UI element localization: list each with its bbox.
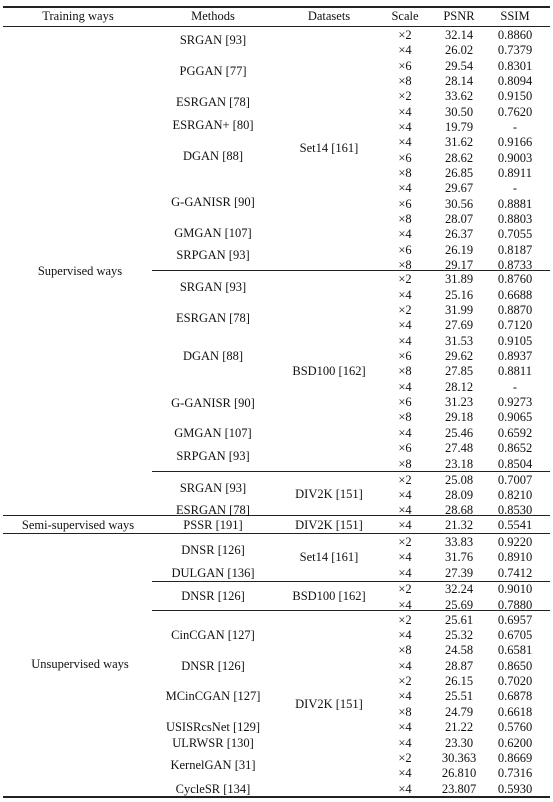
row-ssim: 0.6688 (497, 288, 533, 302)
row-psnr: 27.48 (444, 441, 474, 455)
row-psnr: 32.14 (444, 28, 474, 42)
row-psnr: 29.17 (444, 258, 474, 272)
row-psnr: 24.58 (444, 643, 474, 657)
method: PGGAN [77] (179, 64, 247, 78)
row-scale: ×2 (398, 473, 412, 487)
method: USISRcsNet [129] (165, 720, 261, 734)
row-scale: ×2 (398, 674, 412, 688)
method: DULGAN [136] (171, 566, 255, 580)
rule-semisupervised-end (3, 533, 550, 534)
row-scale: ×4 (398, 43, 412, 57)
row-ssim: 0.8733 (497, 258, 533, 272)
row-psnr: 28.09 (444, 488, 474, 502)
row-ssim: 0.8911 (498, 166, 532, 180)
dataset: Set14 [161] (299, 550, 359, 564)
row-ssim: 0.7120 (497, 318, 533, 332)
method: DNSR [126] (181, 659, 245, 673)
row-ssim: 0.7055 (497, 227, 533, 241)
row-scale: ×8 (398, 258, 412, 272)
row-ssim: 0.8811 (498, 364, 532, 378)
row-psnr: 25.32 (444, 628, 474, 642)
row-psnr: 26.15 (444, 674, 474, 688)
method: G-GANISR [90] (171, 195, 255, 209)
method: GMGAN [107] (174, 226, 252, 240)
row-psnr: 31.99 (444, 303, 474, 317)
row-psnr: 21.22 (444, 720, 474, 734)
row-ssim: 0.9166 (497, 135, 533, 149)
row-scale: ×2 (398, 582, 412, 596)
header-methods: Methods (191, 9, 235, 23)
row-ssim: 0.8187 (497, 243, 533, 257)
row-ssim: 0.7379 (497, 43, 533, 57)
row-ssim: 0.7020 (497, 674, 533, 688)
row-scale: ×2 (398, 751, 412, 765)
row-scale: ×8 (398, 212, 412, 226)
row-scale: ×4 (398, 227, 412, 241)
row-ssim: 0.6705 (497, 628, 533, 642)
row-psnr: 25.69 (444, 598, 474, 612)
method: CycleSR [134] (175, 782, 251, 796)
row-ssim: 0.8760 (497, 272, 533, 286)
row-psnr: 27.85 (444, 364, 474, 378)
row-scale: ×8 (398, 74, 412, 88)
row-scale: ×4 (398, 598, 412, 612)
row-ssim: 0.9150 (497, 89, 533, 103)
row-scale: ×8 (398, 364, 412, 378)
method: DNSR [126] (181, 543, 245, 557)
row-ssim: 0.6878 (497, 689, 533, 703)
row-psnr: 31.23 (444, 395, 474, 409)
row-scale: ×6 (398, 349, 412, 363)
row-psnr: 30.363 (441, 751, 477, 765)
row-ssim: 0.6618 (497, 705, 533, 719)
row-ssim: 0.5541 (497, 518, 533, 532)
row-ssim: - (512, 181, 518, 195)
row-psnr: 29.62 (444, 349, 474, 363)
row-scale: ×8 (398, 705, 412, 719)
row-scale: ×2 (398, 28, 412, 42)
method: G-GANISR [90] (171, 396, 255, 410)
row-psnr: 27.69 (444, 318, 474, 332)
row-ssim: 0.6957 (497, 613, 533, 627)
row-ssim: 0.7880 (497, 598, 533, 612)
row-ssim: 0.9220 (497, 535, 533, 549)
method: ULRWSR [130] (172, 736, 254, 750)
row-psnr: 26.85 (444, 166, 474, 180)
row-ssim: 0.7007 (497, 473, 533, 487)
method: PSSR [191] (183, 518, 243, 532)
header-training-ways: Training ways (42, 9, 114, 23)
method: SRGAN [93] (179, 33, 247, 47)
row-scale: ×4 (398, 736, 412, 750)
row-scale: ×6 (398, 197, 412, 211)
row-ssim: 0.8937 (497, 349, 533, 363)
row-psnr: 25.46 (444, 426, 474, 440)
row-psnr: 29.18 (444, 410, 474, 424)
row-scale: ×4 (398, 566, 412, 580)
row-psnr: 31.53 (444, 334, 474, 348)
row-ssim: 0.8669 (497, 751, 533, 765)
row-psnr: 32.24 (444, 582, 474, 596)
row-scale: ×4 (398, 380, 412, 394)
row-psnr: 29.54 (444, 59, 474, 73)
row-psnr: 23.18 (444, 457, 474, 471)
dataset: Set14 [161] (299, 141, 359, 155)
row-psnr: 25.16 (444, 288, 474, 302)
row-scale: ×4 (398, 766, 412, 780)
row-psnr: 28.07 (444, 212, 474, 226)
method: SRPGAN [93] (176, 449, 250, 463)
method: DNSR [126] (181, 589, 245, 603)
row-psnr: 33.83 (444, 535, 474, 549)
header-rule (3, 26, 550, 27)
row-ssim: 0.6581 (497, 643, 533, 657)
row-ssim: 0.6200 (497, 736, 533, 750)
row-psnr: 26.19 (444, 243, 474, 257)
row-psnr: 28.14 (444, 74, 474, 88)
row-psnr: 24.79 (444, 705, 474, 719)
row-scale: ×2 (398, 613, 412, 627)
row-psnr: 27.39 (444, 566, 474, 580)
row-ssim: 0.8870 (497, 303, 533, 317)
row-scale: ×4 (398, 488, 412, 502)
dataset: BSD100 [162] (292, 364, 366, 378)
row-scale: ×2 (398, 535, 412, 549)
row-ssim: 0.7620 (497, 105, 533, 119)
method: GMGAN [107] (174, 426, 252, 440)
row-scale: ×4 (398, 518, 412, 532)
method: CinCGAN [127] (171, 628, 255, 642)
row-ssim: 0.8881 (497, 197, 533, 211)
row-scale: ×4 (398, 105, 412, 119)
row-ssim: - (512, 120, 518, 134)
rule-unsup-bsd100-div2k (152, 610, 550, 611)
row-ssim: 0.8301 (497, 59, 533, 73)
row-scale: ×4 (398, 782, 412, 796)
row-scale: ×4 (398, 720, 412, 734)
row-scale: ×4 (398, 318, 412, 332)
rule-bsd100-div2k (152, 471, 550, 472)
row-scale: ×8 (398, 457, 412, 471)
row-scale: ×2 (398, 303, 412, 317)
method: KernelGAN [31] (170, 758, 256, 772)
training-way: Unsupervised ways (31, 657, 129, 671)
method: DGAN [88] (182, 349, 244, 363)
row-psnr: 25.51 (444, 689, 474, 703)
row-psnr: 31.62 (444, 135, 474, 149)
row-scale: ×4 (398, 426, 412, 440)
row-psnr: 28.68 (444, 503, 474, 517)
row-ssim: 0.8910 (497, 550, 533, 564)
row-ssim: 0.9003 (497, 151, 533, 165)
row-scale: ×4 (398, 550, 412, 564)
top-rule (3, 6, 550, 8)
row-ssim: 0.9105 (497, 334, 533, 348)
method: MCinCGAN [127] (165, 689, 261, 703)
row-psnr: 25.61 (444, 613, 474, 627)
row-scale: ×4 (398, 689, 412, 703)
row-ssim: - (512, 380, 518, 394)
row-scale: ×2 (398, 272, 412, 286)
training-way: Semi-supervised ways (21, 518, 135, 532)
training-way: Supervised ways (37, 264, 123, 278)
method: SRPGAN [93] (176, 248, 250, 262)
header-datasets: Datasets (307, 9, 351, 23)
row-scale: ×4 (398, 334, 412, 348)
row-psnr: 30.56 (444, 197, 474, 211)
row-ssim: 0.9010 (497, 582, 533, 596)
row-scale: ×6 (398, 395, 412, 409)
row-ssim: 0.5930 (497, 782, 533, 796)
row-scale: ×8 (398, 166, 412, 180)
row-ssim: 0.8860 (497, 28, 533, 42)
row-scale: ×4 (398, 288, 412, 302)
row-ssim: 0.6592 (497, 426, 533, 440)
row-psnr: 23.30 (444, 736, 474, 750)
row-psnr: 19.79 (444, 120, 474, 134)
row-psnr: 21.32 (444, 518, 474, 532)
row-scale: ×6 (398, 243, 412, 257)
row-scale: ×2 (398, 89, 412, 103)
dataset: DIV2K [151] (295, 697, 363, 711)
row-psnr: 28.12 (444, 380, 474, 394)
row-psnr: 33.62 (444, 89, 474, 103)
method: ESRGAN [78] (176, 95, 250, 109)
dataset: DIV2K [151] (295, 518, 363, 532)
row-scale: ×4 (398, 135, 412, 149)
header-ssim: SSIM (500, 9, 530, 23)
dataset: DIV2K [151] (295, 487, 363, 501)
row-ssim: 0.8652 (497, 441, 533, 455)
row-psnr: 31.89 (444, 272, 474, 286)
method: ESRGAN [78] (176, 311, 250, 325)
row-psnr: 28.87 (444, 659, 474, 673)
row-ssim: 0.7412 (497, 566, 533, 580)
method: DGAN [88] (182, 149, 244, 163)
header-psnr: PSNR (443, 9, 475, 23)
row-ssim: 0.8650 (497, 659, 533, 673)
row-scale: ×4 (398, 181, 412, 195)
row-scale: ×4 (398, 120, 412, 134)
row-ssim: 0.8210 (497, 488, 533, 502)
method: SRGAN [93] (179, 280, 247, 294)
row-ssim: 0.5760 (497, 720, 533, 734)
row-psnr: 26.37 (444, 227, 474, 241)
row-psnr: 28.62 (444, 151, 474, 165)
row-scale: ×6 (398, 151, 412, 165)
row-scale: ×8 (398, 643, 412, 657)
row-scale: ×6 (398, 441, 412, 455)
row-scale: ×4 (398, 659, 412, 673)
row-scale: ×4 (398, 628, 412, 642)
row-psnr: 23.807 (441, 782, 477, 796)
row-scale: ×4 (398, 503, 412, 517)
row-psnr: 29.67 (444, 181, 474, 195)
row-psnr: 30.50 (444, 105, 474, 119)
rule-unsup-set14-bsd100 (152, 581, 550, 582)
rule-set14-bsd100 (152, 270, 550, 271)
row-ssim: 0.8094 (497, 74, 533, 88)
row-ssim: 0.7316 (497, 766, 533, 780)
row-psnr: 31.76 (444, 550, 474, 564)
row-scale: ×6 (398, 59, 412, 73)
row-ssim: 0.8504 (497, 457, 533, 471)
header-scale: Scale (391, 9, 419, 23)
row-psnr: 26.810 (441, 766, 477, 780)
row-psnr: 26.02 (444, 43, 474, 57)
method: ESRGAN+ [80] (172, 118, 254, 132)
dataset: BSD100 [162] (292, 589, 366, 603)
row-ssim: 0.9065 (497, 410, 533, 424)
bottom-rule (3, 796, 550, 798)
method: ESRGAN [78] (176, 503, 250, 517)
row-ssim: 0.9273 (497, 395, 533, 409)
row-psnr: 25.08 (444, 473, 474, 487)
row-ssim: 0.8803 (497, 212, 533, 226)
row-scale: ×8 (398, 410, 412, 424)
row-ssim: 0.8530 (497, 503, 533, 517)
method: SRGAN [93] (179, 481, 247, 495)
